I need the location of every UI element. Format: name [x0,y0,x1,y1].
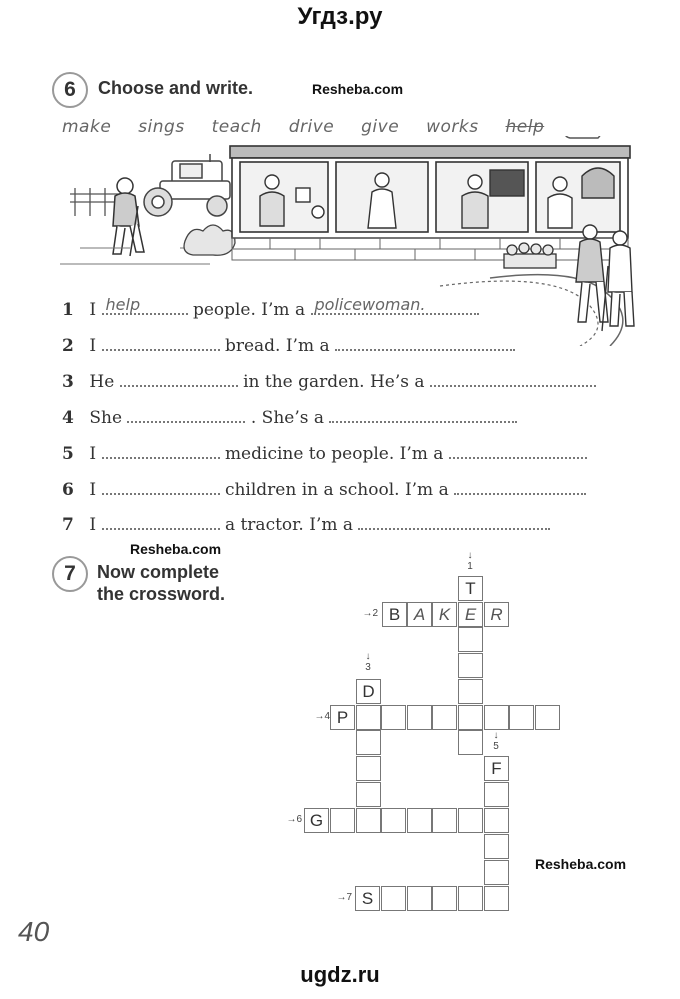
sentence-number: 6 [62,480,74,500]
word-works: works [426,117,479,137]
crossword-cell[interactable] [458,808,483,833]
page-number: 40 [18,916,50,947]
crossword-cell[interactable] [381,705,406,730]
clue-number: 3 [365,662,371,673]
word-drive: drive [288,117,335,137]
word-sings: sings [138,117,185,137]
clue-6-marker: →6 [286,814,302,825]
watermark-2: Resheba.com [130,541,222,557]
crossword-cell[interactable] [484,860,509,885]
sentence-middle: a tractor. I’m a [224,515,354,535]
word-help: help [505,117,545,137]
crossword-cell[interactable] [484,782,509,807]
crossword-cell[interactable] [458,886,483,911]
crossword-cell[interactable] [381,886,406,911]
crossword-cell[interactable] [432,886,457,911]
clue-2-marker: →2 [362,608,378,619]
crossword-cell[interactable]: D [356,679,381,704]
clue-number: 4 [324,711,330,722]
crossword-cell[interactable] [407,886,432,911]
sentence-number: 2 [62,336,74,356]
crossword-cell[interactable] [458,705,483,730]
crossword-cell[interactable] [458,653,483,678]
crossword-cell[interactable] [484,834,509,859]
sentence-subject: I [89,300,97,320]
handwritten-answer: policewoman. [314,295,426,314]
crossword-cell[interactable]: A [407,602,432,627]
crossword-cell[interactable] [509,705,534,730]
word-give: give [361,117,400,137]
crossword-cell[interactable]: F [484,756,509,781]
sentence-number: 1 [62,300,74,320]
clue-3-marker: ↓ 3 [365,651,371,673]
crossword-cell[interactable] [356,782,381,807]
clue-1-marker: ↓ 1 [467,550,473,572]
crossword-cell[interactable]: K [432,602,457,627]
clue-number: 5 [493,741,499,752]
sentence-middle: bread. I’m a [224,336,330,356]
crossword-cell[interactable] [458,679,483,704]
exercise-6-title: Choose and write. [98,78,254,98]
word-make: make [62,117,112,137]
site-header: Угдз.ру [297,3,383,30]
watermark-1: Resheba.com [312,81,404,97]
word-teach: teach [211,117,262,137]
watermark-3: Resheba.com [535,856,627,872]
sentence-subject: I [89,480,97,500]
crossword-cell[interactable] [407,705,432,730]
clue-number: 2 [372,608,378,619]
clue-7-marker: →7 [336,892,352,903]
sentence-number: 4 [62,408,74,428]
site-footer: ugdz.ru [300,962,380,987]
sentence-subject: I [89,336,97,356]
crossword-cell[interactable]: G [304,808,329,833]
clue-number: 6 [296,814,302,825]
sentence-middle: medicine to people. I’m a [224,444,444,464]
crossword-cell[interactable] [356,808,381,833]
handwritten-answer: help [105,295,141,314]
exercise-7-number: 7 [52,556,88,592]
sentence-subject: I [89,444,97,464]
crossword-cell[interactable] [458,627,483,652]
crossword-cell[interactable]: E [458,602,483,627]
crossword-cell[interactable] [432,705,457,730]
crossword-cell[interactable]: P [330,705,355,730]
crossword-cell[interactable] [407,808,432,833]
sentence-number: 7 [62,515,74,535]
exercise-6-number: 6 [52,72,88,108]
sentence-subject: He [89,372,115,392]
crossword-cell[interactable] [356,730,381,755]
crossword-cell[interactable]: S [355,886,380,911]
sentence-number: 3 [62,372,74,392]
crossword-letter: R [490,605,503,624]
sentence-subject: I [89,515,97,535]
sentence-middle: in the garden. He’s a [243,372,425,392]
clue-number: 7 [346,892,352,903]
clue-4-marker: →4 [314,711,330,722]
crossword-cell[interactable] [484,705,509,730]
sentence-middle: people. I’m a [192,300,306,320]
sentence-number: 5 [62,444,74,464]
crossword-cell[interactable] [458,730,483,755]
crossword-cell[interactable]: T [458,576,483,601]
crossword-cell[interactable] [356,705,381,730]
exercise-7-title-line2: the crossword. [97,584,226,604]
crossword-cell[interactable] [484,602,509,627]
crossword-cell[interactable] [484,886,509,911]
crossword-cell[interactable] [330,808,355,833]
sentence-middle: . She’s a [250,408,325,428]
crossword-cell[interactable]: B [382,602,407,627]
crossword-cell[interactable] [356,756,381,781]
sentence-middle: children in a school. I’m a [224,480,449,500]
clue-number: 1 [467,561,473,572]
crossword-cell[interactable] [381,808,406,833]
crossword-cell[interactable] [432,808,457,833]
clue-5-marker: ↓ 5 [493,730,499,752]
exercise-7-title-line1: Now complete [97,562,220,582]
sentence-subject: She [89,408,123,428]
crossword-cell[interactable] [535,705,560,730]
crossword-cell[interactable] [484,808,509,833]
